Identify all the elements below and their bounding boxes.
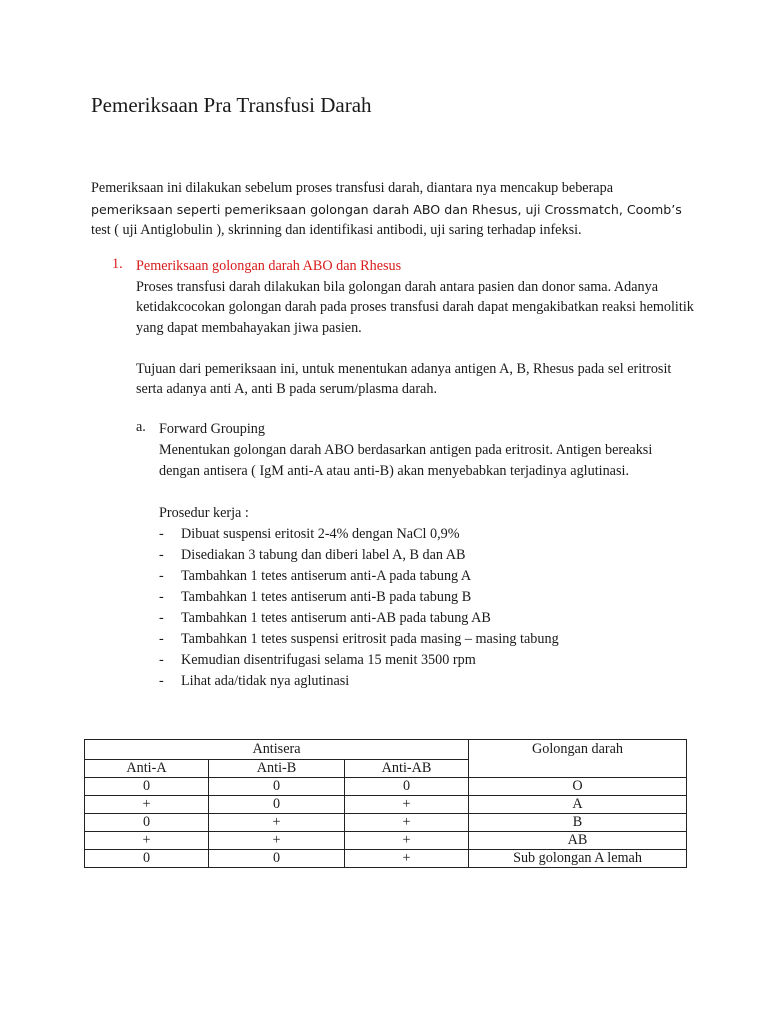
procedure-step: - Disediakan 3 tabung dan diberi label A, B dan AB <box>159 545 679 566</box>
intro-line-1: Pemeriksaan ini dilakukan sebelum proses transfusi darah, diantara nya mencakup beberapa <box>91 180 613 196</box>
procedure-step: - Tambahkan 1 tetes suspensi eritrosit pada masing – masing tabung <box>159 629 679 650</box>
table-cell: + <box>209 814 345 832</box>
procedure-label: Prosedur kerja : <box>159 504 249 521</box>
page-title: Pemeriksaan Pra Transfusi Darah <box>91 93 372 117</box>
table-row <box>85 796 687 814</box>
subsection-heading: Forward Grouping <box>159 421 265 437</box>
table-row <box>85 778 687 796</box>
subsection-description: Menentukan golongan darah ABO berdasarkan antigen pada eritrosit. Antigen bereaksi dengan antisera ( IgM anti-A atau anti-B) akan menyebabkan terjadinya aglutinasi. <box>159 442 653 479</box>
golongan-darah-header: Golongan darah <box>469 740 687 778</box>
table-row <box>85 832 687 850</box>
intro-line-3: test ( uji Antiglobulin ), skrinning dan identifikasi antibodi, uji saring terhadap infeksi. <box>91 222 582 238</box>
procedure-step: - Tambahkan 1 tetes antiserum anti-A pada tabung A <box>159 566 679 587</box>
table-cell: 0 <box>85 778 209 796</box>
bullet-dash: - <box>159 525 164 542</box>
table-cell: + <box>345 832 469 850</box>
procedure-step: - Tambahkan 1 tetes antiserum anti-B pada tabung B <box>159 587 679 608</box>
subsection-letter: a. <box>136 419 146 435</box>
procedure-step: - Kemudian disentrifugasi selama 15 menit 3500 rpm <box>159 650 679 671</box>
section-paragraph-1: Proses transfusi darah dilakukan bila golongan darah antara pasien dan donor sama. Adanya ketidakcocokan golongan darah pada proses transfusi darah dapat mengakibatkan reaksi hemolitik yang dapat membahayakan jiwa pasien. <box>136 278 694 336</box>
table-cell: A <box>469 796 687 814</box>
section-paragraph-2: Tujuan dari pemeriksaan ini, untuk menentukan adanya antigen A, B, Rhesus pada sel eritrosit serta adanya anti A, anti B pada serum/plasma darah. <box>136 360 672 397</box>
table-cell: + <box>209 832 345 850</box>
column-header-anti-b: Anti-B <box>209 760 345 778</box>
bullet-dash: - <box>159 546 164 563</box>
bullet-dash: - <box>159 609 164 626</box>
table-cell: 0 <box>85 814 209 832</box>
column-header-anti-a: Anti-A <box>85 760 209 778</box>
table-cell: 0 <box>85 850 209 868</box>
table-cell: + <box>345 814 469 832</box>
table-cell: + <box>345 850 469 868</box>
bullet-dash: - <box>159 630 164 647</box>
table-cell: Sub golongan A lemah <box>469 850 687 868</box>
table-cell: 0 <box>209 850 345 868</box>
section-abo-rhesus <box>136 256 696 400</box>
intro-line-2: pemeriksaan seperti pemeriksaan golongan darah ABO dan Rhesus, uji Crossmatch, Coomb’s <box>91 202 682 217</box>
table-row <box>85 850 687 868</box>
table-cell: B <box>469 814 687 832</box>
procedure-steps <box>159 524 679 692</box>
table-cell: O <box>469 778 687 796</box>
antisera-header: Antisera <box>85 740 469 760</box>
table-row <box>85 814 687 832</box>
bullet-dash: - <box>159 672 164 689</box>
table-cell: 0 <box>209 778 345 796</box>
intro-paragraph <box>91 178 691 241</box>
blood-group-table <box>84 739 687 868</box>
column-header-anti-ab: Anti-AB <box>345 760 469 778</box>
bullet-dash: - <box>159 567 164 584</box>
table-cell: AB <box>469 832 687 850</box>
section-number: 1. <box>112 256 123 272</box>
section-heading: Pemeriksaan golongan darah ABO dan Rhesus <box>136 258 402 274</box>
table-cell: + <box>85 832 209 850</box>
bullet-dash: - <box>159 588 164 605</box>
table-cell: 0 <box>345 778 469 796</box>
table-cell: + <box>345 796 469 814</box>
table-cell: + <box>85 796 209 814</box>
procedure-step: - Dibuat suspensi eritosit 2-4% dengan NaCl 0,9% <box>159 524 679 545</box>
procedure-step: - Lihat ada/tidak nya aglutinasi <box>159 671 679 692</box>
table-cell: 0 <box>209 796 345 814</box>
procedure-step: - Tambahkan 1 tetes antiserum anti-AB pada tabung AB <box>159 608 679 629</box>
bullet-dash: - <box>159 651 164 668</box>
subsection-forward-grouping <box>159 419 679 692</box>
